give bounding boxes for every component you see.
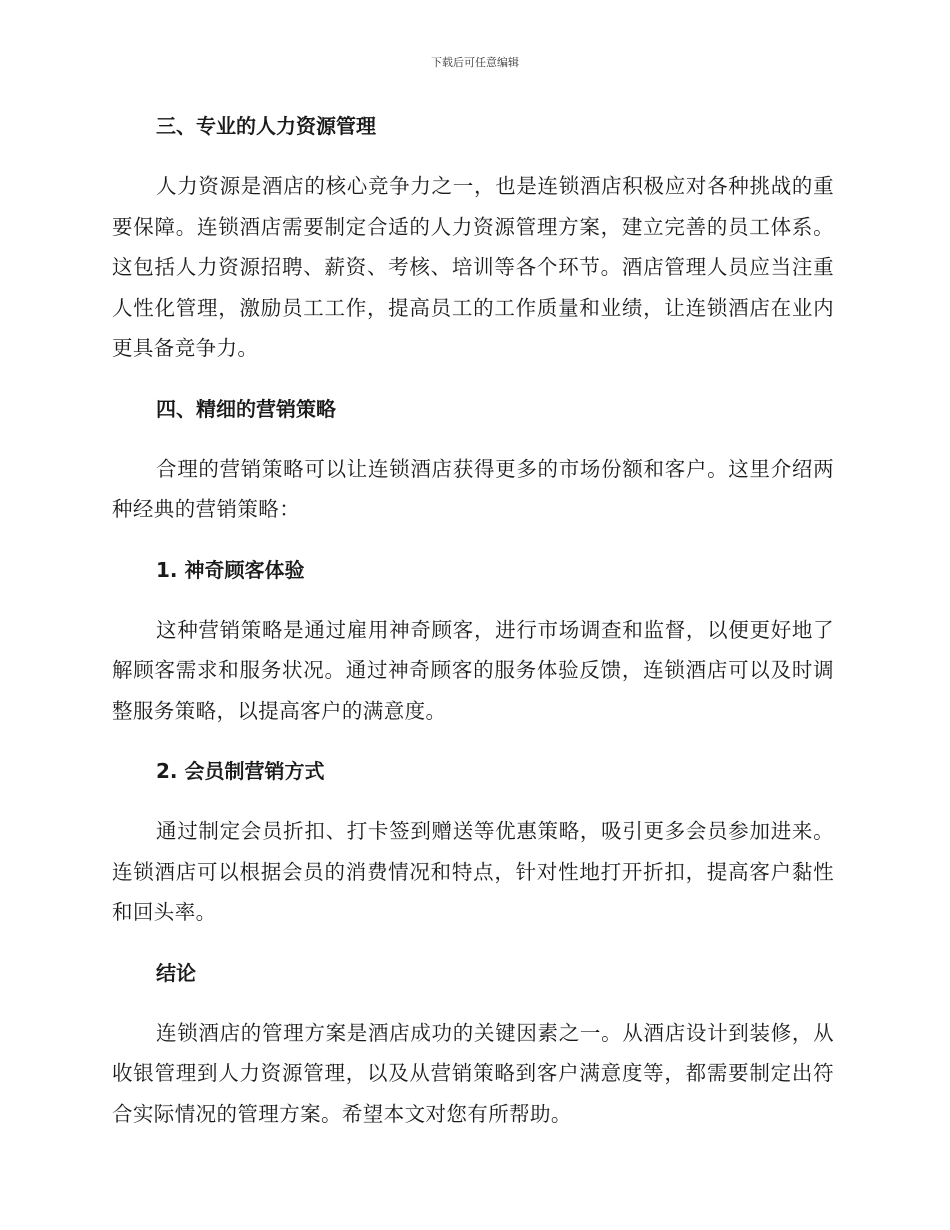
page-header-note: 下载后可任意编辑 [431, 56, 519, 69]
section-heading: 2. 会员制营销方式 [156, 759, 325, 783]
section-paragraph: 通过制定会员折扣、打卡签到赠送等优惠策略，吸引更多会员参加进来。连锁酒店可以根据会员的消费情况和特点，针对性地打开折扣，提高客户黏性和回头率。 [112, 819, 834, 924]
section-heading: 1. 神奇顾客体验 [156, 557, 305, 582]
section-mystery-customer [112, 550, 834, 732]
section-marketing-strategy [112, 389, 834, 530]
section-paragraph: 这种营销策略是通过雇用神奇顾客，进行市场调查和监督，以便更好地了解顾客需求和服务状况。通过神奇顾客的服务体验反馈，连锁酒店可以及时调整服务策略，以提高客户的满意度。 [112, 617, 834, 723]
section-heading: 三、专业的人力资源管理 [156, 114, 376, 138]
document-body [112, 106, 834, 1154]
section-membership-marketing [112, 751, 834, 933]
section-paragraph: 合理的营销策略可以让连锁酒店获得更多的市场份额和客户。这里介绍两种经典的营销策略： [112, 456, 834, 521]
section-paragraph: 人力资源是酒店的核心竞争力之一，也是连锁酒店积极应对各种挑战的重要保障。连锁酒店需要制定合适的人力资源管理方案，建立完善的员工体系。这包括人力资源招聘、薪资、考核、培训等各个环节。酒店管理人员应当注重人性化管理，激励员工工作，提高员工的工作质量和业绩，让连锁酒店在业内更具备竞争力。 [112, 174, 834, 360]
section-heading: 结论 [156, 960, 196, 985]
section-paragraph: 连锁酒店的管理方案是酒店成功的关键因素之一。从酒店设计到装修，从收银管理到人力资源管理，以及从营销策略到客户满意度等，都需要制定出符合实际情况的管理方案。希望本文对您有所帮助。 [112, 1020, 834, 1126]
section-conclusion [112, 953, 834, 1135]
section-heading: 四、精细的营销策略 [156, 396, 336, 421]
section-hr-management [112, 106, 834, 369]
